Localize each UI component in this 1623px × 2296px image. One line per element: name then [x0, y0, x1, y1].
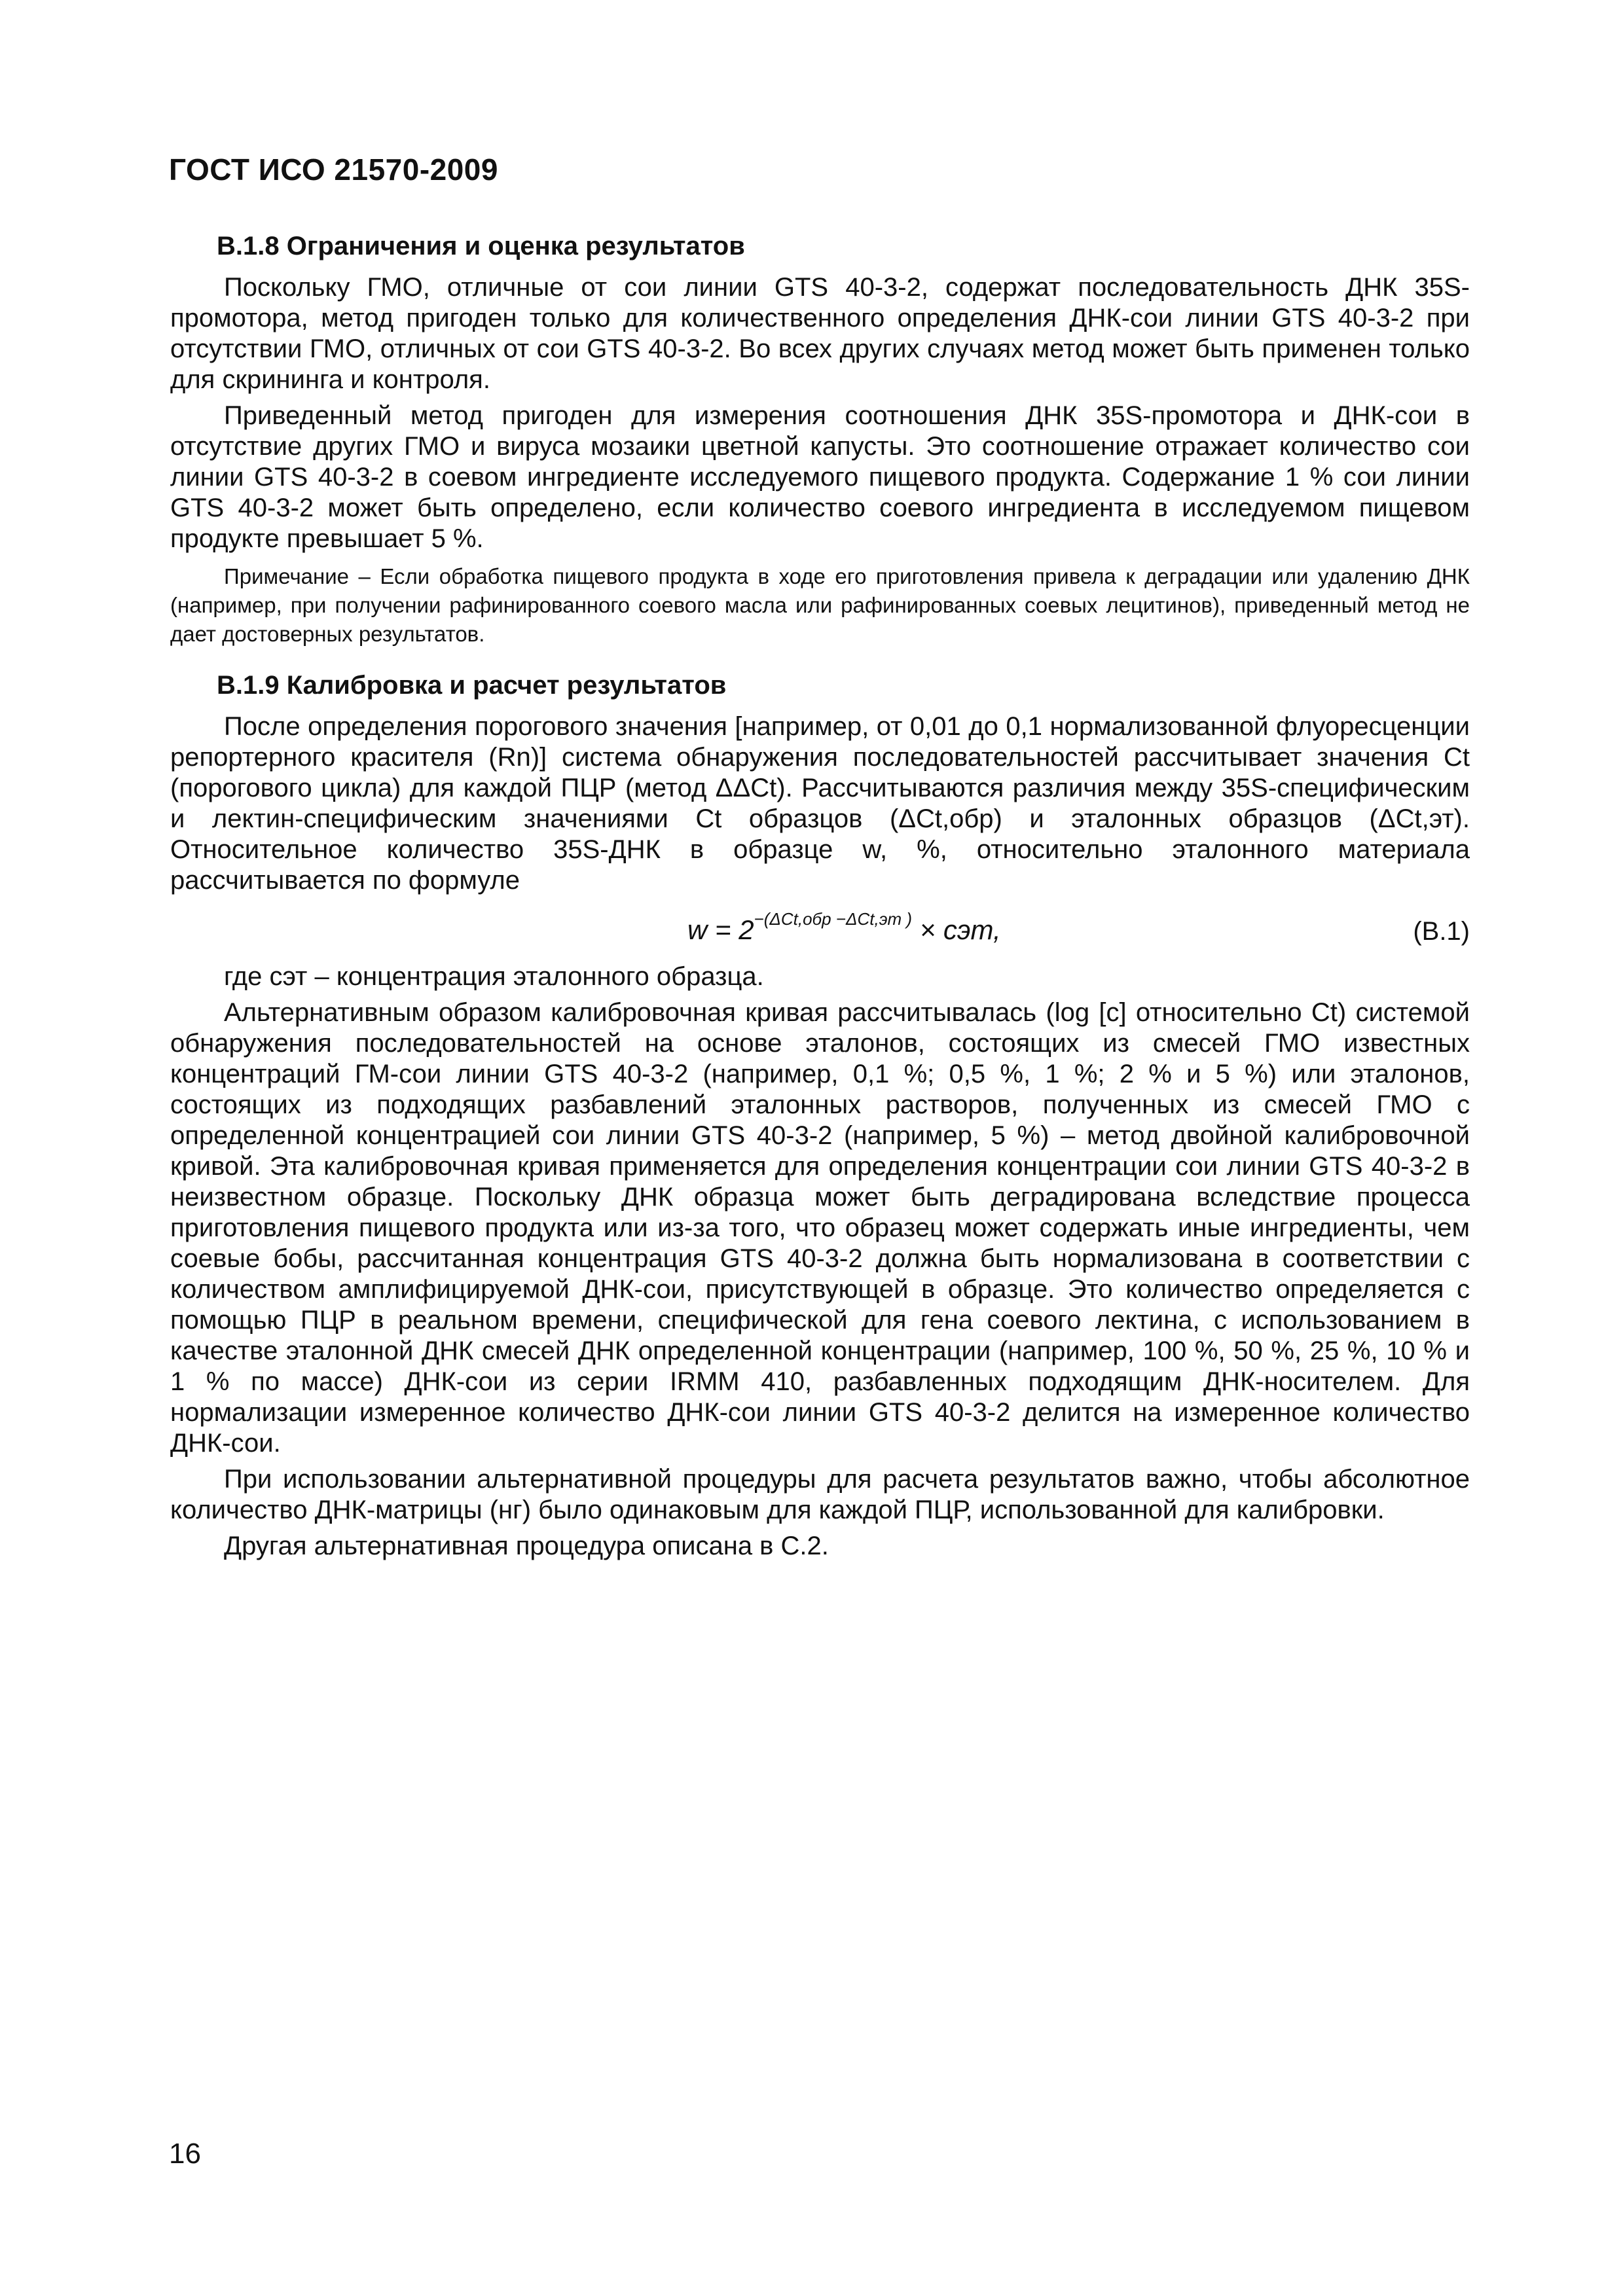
formula-lhs: w = 2 [687, 914, 754, 945]
formula-exponent: −(ΔCt,обр −ΔCt,эт ) [754, 909, 913, 929]
formula-number: (B.1) [1413, 917, 1470, 946]
where-text: где cэт – концентрация эталонного образца. [224, 962, 764, 991]
formula-row [170, 901, 1470, 956]
page-number: 16 [169, 2138, 201, 2170]
section-heading-b18: B.1.8 Ограничения и оценка результатов [217, 232, 745, 260]
note-text: Примечание – Если обработка пищевого продукта в ходе его приготовления привела к деградации или удалению ДНК (например, при получении рафинированного соевого масла или рафинированных соевых лецитинов), приведенный метод не дает достоверных результатов. [170, 564, 1470, 646]
paragraph: Другая альтернативная процедура описана в С.2. [224, 1532, 829, 1560]
paragraph: Приведенный метод пригоден для измерения соотношения ДНК 35S-промотора и ДНК-сои в отсутствие других ГМО и вируса мозаики цветной капусты. Это соотношение отражает количество сои линии GTS 40-3-2 в соевом ингредиенте исследуемого пищевого продукта. Содержание 1 % сои линии GTS 40-3-2 может быть определено, если количество соевого ингредиента в исследуемом пищевом продукте превышает 5 %. [170, 401, 1470, 553]
document-code-header: ГОСТ ИСО 21570-2009 [169, 152, 498, 187]
formula [687, 909, 1001, 946]
page-content [170, 229, 1470, 1567]
paragraph: Поскольку ГМО, отличные от сои линии GTS 40-3-2, содержат последовательность ДНК 35S-промотора, метод пригоден только для количественного определения ДНК-сои линии GTS 40-3-2 при отсутствии ГМО, отличных от сои GTS 40-3-2. Во всех других случаях метод может быть применен только для скрининга и контроля. [170, 273, 1470, 394]
section-heading-b19: B.1.9 Калибровка и расчет результатов [217, 671, 727, 700]
paragraph: После определения порогового значения [например, от 0,01 до 0,1 нормализованной флуоресценции репортерного красителя (Rn)] система обнаружения последовательностей рассчитывает значения Ct (порогового цикла) для каждой ПЦР (метод ΔΔCt). Рассчитываются различия между 35S-специфическим и лектин-специфическим значениями Ct образцов (ΔCt,обр) и эталонных образцов (ΔCt,эт). Относительное количество 35S-ДНК в образце w, %, относительно эталонного материала рассчитывается по формуле [170, 712, 1470, 895]
paragraph: При использовании альтернативной процедуры для расчета результатов важно, чтобы абсолютное количество ДНК-матрицы (нг) было одинаковым для каждой ПЦР, использованной для калибровки. [170, 1465, 1470, 1524]
formula-rhs: × cэт, [912, 914, 1001, 945]
paragraph: Альтернативным образом калибровочная кривая рассчитывалась (log [c] относительно Ct) системой обнаружения последовательностей на основе эталонов, состоящих из смесей ГМО известных концентраций ГМ-сои линии GTS 40-3-2 (например, 0,1 %; 0,5 %, 1 %; 2 % и 5 %) или эталонов, состоящих из подходящих разбавлений эталонных растворов, полученных из смесей ГМО с определенной концентрацией сои линии GTS 40-3-2 (например, 5 %) – метод двойной калибровочной кривой. Эта калибровочная кривая применяется для определения концентрации сои линии GTS 40-3-2 в неизвестном образце. Поскольку ДНК образца может быть деградирована вследствие процесса приготовления пищевого продукта или из-за того, что образец может содержать иные ингредиенты, чем соевые бобы, рассчитанная концентрация GTS 40-3-2 должна быть нормализована в соответствии с количеством амплифицируемой ДНК-сои, присутствующей в образце. Это количество определяется с помощью ПЦР в реальном времени, специфической для гена соевого лектина, с использованием в качестве эталонной ДНК смесей ДНК определенной концентрации (например, 100 %, 50 %, 25 %, 10 % и 1 % по массе) ДНК-сои из серии IRMM 410, разбавленных подходящим ДНК-носителем. Для нормализации измеренное количество ДНК-сои линии GTS 40-3-2 делится на измеренное количество ДНК-сои. [170, 998, 1470, 1458]
